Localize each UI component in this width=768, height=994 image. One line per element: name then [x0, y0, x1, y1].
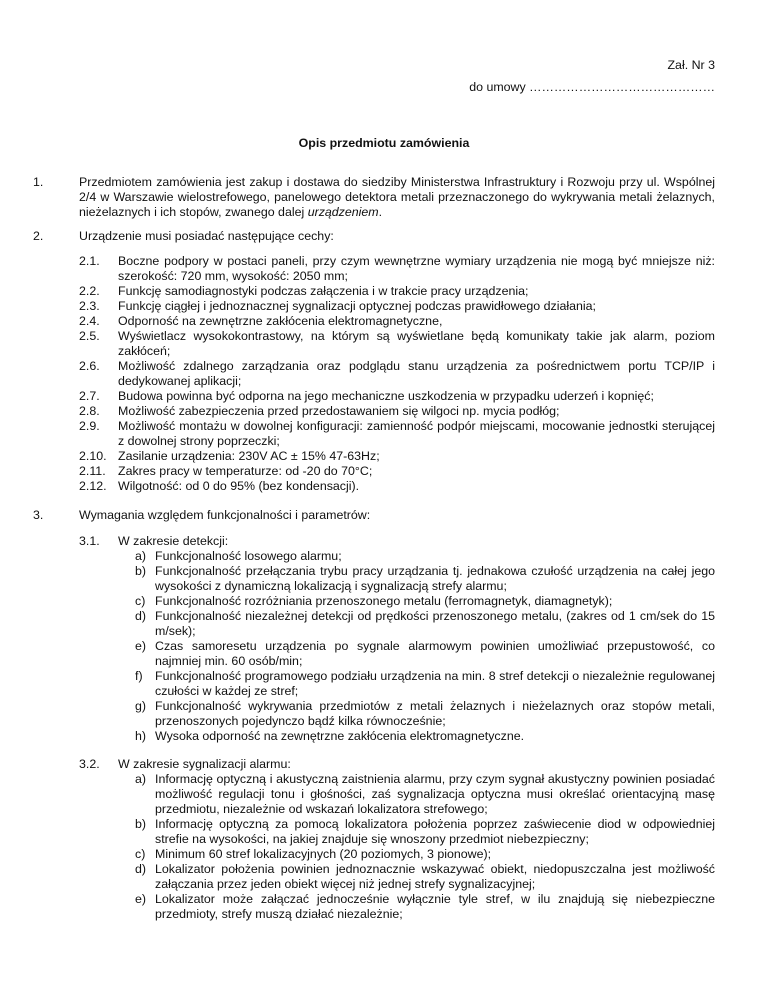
subsection-number: 3.1. — [79, 534, 100, 548]
item-number: b) — [135, 564, 147, 578]
section-3 — [33, 508, 715, 922]
section-1 — [33, 175, 715, 220]
item-number: 2.5. — [79, 329, 100, 343]
alarm-item — [135, 817, 715, 847]
section-2 — [33, 229, 715, 494]
feature-item — [79, 314, 715, 329]
item-text: Czas samoresetu urządzenia po sygnale alarmowym powinien umożliwiać przepustowość, co najmniej min. 60 osób/min; — [155, 639, 715, 668]
italic-term: urządzeniem — [307, 205, 379, 219]
item-number: c) — [135, 594, 146, 608]
item-text: Funkcjonalność losowego alarmu; — [155, 549, 342, 563]
item-number: d) — [135, 609, 147, 623]
item-number: 2.2. — [79, 284, 100, 298]
item-text: Możliwość zabezpieczenia przed przedostawaniem się wilgoci np. mycia podłóg; — [118, 404, 560, 418]
feature-item — [79, 404, 715, 419]
detection-item — [135, 729, 715, 744]
item-number: a) — [135, 772, 147, 786]
item-number: 2.8. — [79, 404, 100, 418]
item-text: Lokalizator może załączać jednocześnie wyłącznie tyle stref, w ilu znajdują się niebezpieczne przedmioty, strefy muszą działać niezależnie; — [155, 892, 715, 921]
item-text: Lokalizator położenia powinien jednoznacznie wskazywać obiekt, niedopuszczalna jest możliwość załączania przez jeden obiekt więcej niż jednej strefy sygnalizacyjnej; — [155, 862, 715, 891]
subsection-number: 3.2. — [79, 757, 100, 771]
detection-item — [135, 699, 715, 729]
attachment-label: Zał. Nr 3 — [667, 58, 715, 72]
item-text: Funkcjonalność rozróżniania przenoszonego metalu (ferromagnetyk, diamagnetyk); — [155, 594, 613, 608]
item-text: Odporność na zewnętrzne zakłócenia elektromagnetyczne, — [118, 314, 443, 328]
item-text: Wyświetlacz wysokokontrastowy, na którym są wyświetlane będą komunikaty takie jak alarm, poziom zakłóceń; — [118, 329, 715, 358]
item-number: d) — [135, 862, 147, 876]
item-number: 2.6. — [79, 359, 100, 373]
item-text: Zasilanie urządzenia: 230V AC ± 15% 47-63Hz; — [118, 449, 380, 463]
item-number: 2.12. — [79, 479, 107, 493]
item-number: 2.4. — [79, 314, 100, 328]
alarm-item — [135, 892, 715, 922]
subsection-heading: W zakresie detekcji: — [118, 534, 229, 548]
item-text: Funkcjonalność wykrywania przedmiotów z metali żelaznych i nieżelaznych oraz stopów metali, przenoszonych pojedynczo bądź kilka równocześnie; — [155, 699, 715, 728]
item-text: Budowa powinna być odporna na jego mechaniczne uszkodzenia w przypadku uderzeń i kopnięć; — [118, 389, 654, 403]
feature-item — [79, 329, 715, 359]
feature-item — [79, 299, 715, 314]
subsection-heading: W zakresie sygnalizacji alarmu: — [118, 757, 291, 771]
detection-item — [135, 609, 715, 639]
item-number: 2.11. — [79, 464, 106, 478]
item-number: f) — [135, 669, 143, 683]
item-number: h) — [135, 729, 147, 743]
detection-item — [135, 564, 715, 594]
item-text: Informację optyczną za pomocą lokalizatora położenia poprzez zaświecenie diod w odpowiedniej strefie na wysokości, na jakiej znajduje się wnoszony przedmiot niebezpieczny; — [155, 817, 715, 846]
feature-item — [79, 389, 715, 404]
feature-item — [79, 479, 715, 494]
document-title: Opis przedmiotu zamówienia — [298, 136, 470, 150]
item-number: a) — [135, 549, 147, 563]
item-text: Możliwość montażu w dowolnej konfiguracji: zamienność podpór miejscami, mocowanie jednostki sterującej z dowolnej strony poprzeczki; — [118, 419, 715, 448]
item-text: Wysoka odporność na zewnętrzne zakłócenia elektromagnetyczne. — [155, 729, 525, 743]
item-number: c) — [135, 847, 146, 861]
item-text: Zakres pracy w temperaturze: od -20 do 70°C; — [118, 464, 373, 478]
section-2-heading: Urządzenie musi posiadać następujące cechy: — [79, 229, 334, 243]
feature-item — [79, 464, 715, 479]
section-1-text: Przedmiotem zamówienia jest zakup i dostawa do siedziby Ministerstwa Infrastruktury i Rozwoju przy ul. Wspólnej 2/4 w Warszawie wielostrefowego, panelowego detektora metali przeznaczonego do wykrywania metali żelaznych, nieżelaznych i ich stopów, zwanego dalej urządzeniem. — [79, 175, 715, 219]
section-number: 3. — [33, 508, 44, 522]
item-text: Funkcjonalność przełączania trybu pracy urządzania tj. jednakowa czułość urządzenia na całej jego wysokości z dynamiczną lokalizacją i sygnalizacją strefy alarmu; — [155, 564, 715, 593]
item-text: Minimum 60 stref lokalizacyjnych (20 poziomych, 3 pionowe); — [155, 847, 492, 861]
item-number: e) — [135, 639, 147, 653]
item-text: Funkcję samodiagnostyki podczas załączenia i w trakcie pracy urządzenia; — [118, 284, 529, 298]
feature-item — [79, 419, 715, 449]
feature-item — [79, 254, 715, 284]
item-number: 2.1. — [79, 254, 100, 268]
section-3-heading: Wymagania względem funkcjonalności i parametrów: — [79, 508, 371, 522]
item-number: 2.10. — [79, 449, 107, 463]
item-number: b) — [135, 817, 147, 831]
detection-item — [135, 549, 715, 564]
item-text: Funkcjonalność niezależnej detekcji od prędkości przenoszonego metalu, (zakres od 1 cm/sek do 15 m/sek); — [155, 609, 715, 638]
section-number: 2. — [33, 229, 44, 243]
item-number: g) — [135, 699, 147, 713]
section-number: 1. — [33, 175, 44, 189]
feature-item — [79, 449, 715, 464]
item-number: e) — [135, 892, 147, 906]
subsection-3-1 — [79, 534, 715, 549]
item-text: Funkcję ciągłej i jednoznacznej sygnalizacji optycznej podczas prawidłowego działania; — [118, 299, 596, 313]
detection-item — [135, 669, 715, 699]
contract-reference: do umowy ……………………………………… — [469, 80, 715, 94]
alarm-item — [135, 862, 715, 892]
detection-item — [135, 639, 715, 669]
item-number: 2.7. — [79, 389, 100, 403]
item-text: Informację optyczną i akustyczną zaistnienia alarmu, przy czym sygnał akustyczny powinien posiadać możliwość regulacji tonu i głośności, zaś sygnalizacja optyczna musi określać orientacyjną masę przedmiotu, niezależnie od wskazań lokalizatora strefowego; — [155, 772, 715, 816]
item-number: 2.9. — [79, 419, 100, 433]
item-text: Możliwość zdalnego zarządzania oraz podglądu stanu urządzenia za pośrednictwem portu TCP/IP i dedykowanej aplikacji; — [118, 359, 715, 388]
item-text: Boczne podpory w postaci paneli, przy czym wewnętrzne wymiary urządzenia nie mogą być mniejsze niż: szerokość: 720 mm, wysokość: 2050 mm; — [118, 254, 715, 283]
feature-item — [79, 359, 715, 389]
feature-item — [79, 284, 715, 299]
item-number: 2.3. — [79, 299, 100, 313]
subsection-3-2 — [79, 757, 715, 772]
alarm-item — [135, 772, 715, 817]
detection-item — [135, 594, 715, 609]
alarm-item — [135, 847, 715, 862]
item-text: Funkcjonalność programowego podziału urządzenia na min. 8 stref detekcji o niezależnie regulowanej czułości w każdej ze stref; — [155, 669, 715, 698]
item-text: Wilgotność: od 0 do 95% (bez kondensacji). — [118, 479, 360, 493]
